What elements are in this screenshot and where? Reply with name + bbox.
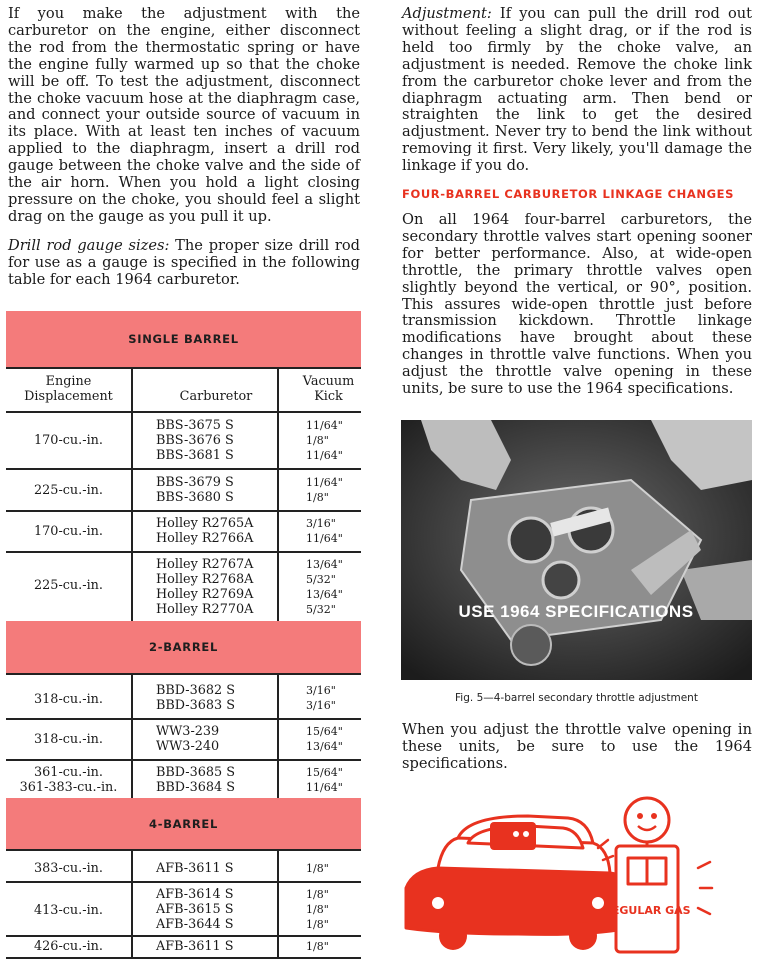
row-carb: BBS-3675 S (156, 418, 234, 433)
row-kick: 5/32" (306, 573, 336, 586)
row-carb: AFB-3611 S (156, 939, 234, 954)
row-carb: WW3-240 (156, 739, 220, 754)
row-kick: 3/16" (306, 684, 336, 697)
section-band-single-barrel: SINGLE BARREL (6, 311, 361, 367)
closing-paragraph: When you adjust the throttle valve opening in these units, be sure to use the 1964 specifications. (402, 721, 752, 772)
row-carb: Holley R2769A (156, 587, 254, 602)
row-disp: 426-cu.-in. (34, 939, 103, 954)
section-band-4-barrel: 4-BARREL (6, 798, 361, 849)
header-vacuum-kick: Vacuum Kick (302, 374, 355, 404)
divider (6, 759, 361, 761)
column-rule (131, 849, 133, 957)
cartoon-illustration (398, 778, 758, 958)
row-disp: 318-cu.-in. (34, 692, 103, 707)
row-disp: 170-cu.-in. (34, 433, 103, 448)
row-disp: 413-cu.-in. (34, 903, 103, 918)
row-kick: 3/16" (306, 699, 336, 712)
cartoon-car-gas-pump (398, 778, 758, 958)
header-carburetor: Carburetor (179, 389, 253, 404)
divider (6, 510, 361, 512)
adjustment-lead-in: Adjustment: (402, 5, 492, 22)
divider (6, 957, 361, 959)
column-rule (131, 367, 133, 621)
column-rule (131, 673, 133, 798)
carburetor-photo-illustration (401, 420, 752, 680)
row-kick: 1/8" (306, 862, 329, 875)
row-kick: 13/64" (306, 558, 343, 571)
column-rule (277, 673, 279, 798)
adjustment-text: If you can pull the drill rod out without feeling a slight drag, or if the rod is held too firmly by the choke valve, an adjustment is needed. Remove the choke link from the carburetor choke lever and from the diaphragm actuating arm. Then bend or straighten the link to get the desired adjustment. Never try to bend the link without removing it first. Very likely, you'll damage the linkage if you do. (402, 5, 752, 175)
row-kick: 11/64" (306, 419, 343, 432)
right-column (402, 6, 752, 398)
divider (6, 367, 361, 369)
divider (6, 673, 361, 675)
row-kick: 13/64" (306, 588, 343, 601)
row-carb: Holley R2765A (156, 516, 254, 531)
row-kick: 11/64" (306, 532, 343, 545)
row-kick: 11/64" (306, 449, 343, 462)
divider (6, 881, 361, 883)
row-carb: BBD-3683 S (156, 698, 236, 713)
row-carb: AFB-3614 S (156, 887, 234, 902)
column-rule (277, 849, 279, 957)
row-kick: 13/64" (306, 740, 343, 753)
row-kick: 1/8" (306, 434, 329, 447)
adjustment-paragraph (402, 6, 752, 175)
divider (6, 849, 361, 851)
header-engine: Engine Displacement (24, 374, 113, 404)
row-disp: 361-383-cu.-in. (19, 780, 118, 795)
row-kick: 3/16" (306, 517, 336, 530)
row-disp: 361-cu.-in. (34, 765, 103, 780)
row-carb: BBS-3676 S (156, 433, 234, 448)
row-carb: Holley R2766A (156, 531, 254, 546)
row-carb: Holley R2767A (156, 557, 254, 572)
row-kick: 1/8" (306, 903, 329, 916)
section-band-2-barrel: 2-BARREL (6, 621, 361, 673)
intro-paragraph: If you make the adjustment with the carburetor on the engine, either disconnect the rod from the thermostatic spring or have the engine fully warmed up so that the choke will be off. To test the adjustment, disconnect the choke vacuum hose at the diaphragm case, and connect your outside source of vacuum in its place. With at least ten inches of vacuum applied to the diaphragm, insert a drill rod gauge between the choke valve and the side of the air horn. When you hold a light closing pressure on the choke, you should feel a slight drag on the gauge as you pull it up. (8, 5, 360, 225)
row-kick: 11/64" (306, 476, 343, 489)
row-disp: 225-cu.-in. (34, 483, 103, 498)
row-kick: 11/64" (306, 781, 343, 794)
carburetor-photo (401, 420, 752, 680)
gauge-sizes-paragraph (8, 238, 360, 289)
row-carb: WW3-239 (156, 724, 220, 739)
row-carb: AFB-3644 S (156, 917, 234, 932)
row-disp: 170-cu.-in. (34, 524, 103, 539)
gauge-size-table (6, 311, 361, 959)
row-carb: BBD-3684 S (156, 780, 236, 795)
pump-sign-text: REGULAR GAS (603, 904, 691, 917)
row-carb: BBD-3685 S (156, 765, 236, 780)
row-carb: AFB-3611 S (156, 861, 234, 876)
row-disp: 225-cu.-in. (34, 578, 103, 593)
row-kick: 1/8" (306, 940, 329, 953)
row-kick: 15/64" (306, 766, 343, 779)
row-kick: 15/64" (306, 725, 343, 738)
photo-overlay-text: USE 1964 SPECIFICATIONS (458, 602, 694, 621)
row-kick: 5/32" (306, 603, 336, 616)
row-carb: BBS-3681 S (156, 448, 234, 463)
row-carb: BBS-3679 S (156, 475, 234, 490)
row-disp: 383-cu.-in. (34, 861, 103, 876)
figure-caption: Fig. 5—4-barrel secondary throttle adjustment (455, 692, 698, 704)
row-carb: BBD-3682 S (156, 683, 236, 698)
divider (6, 718, 361, 720)
divider (6, 935, 361, 937)
gauge-sizes-lead-in: Drill rod gauge sizes: (8, 236, 170, 254)
divider (6, 468, 361, 470)
linkage-paragraph: On all 1964 four-barrel carburetors, the secondary throttle valves start opening sooner for better performance. Also, at wide-open throttle, the primary throttle valves open slightly beyond the vertical, or 90°, position. This assures wide-open throttle just before transmission kickdown. Throttle linkage modifications have brought about these changes in throttle valve functions. When you adjust the throttle valve opening in these units, be sure to use the 1964 specifications. (402, 210, 752, 398)
row-carb: Holley R2768A (156, 572, 254, 587)
row-carb: AFB-3615 S (156, 902, 234, 917)
row-kick: 1/8" (306, 491, 329, 504)
divider (6, 551, 361, 553)
section-heading: FOUR-BARREL CARBURETOR LINKAGE CHANGES (402, 187, 734, 202)
row-kick: 1/8" (306, 888, 329, 901)
column-rule (277, 367, 279, 621)
row-carb: BBS-3680 S (156, 490, 234, 505)
row-disp: 318-cu.-in. (34, 732, 103, 747)
left-column (8, 6, 360, 289)
divider (6, 411, 361, 413)
row-carb: Holley R2770A (156, 602, 254, 617)
row-kick: 1/8" (306, 918, 329, 931)
gauge-sizes-text: The proper size drill rod for use as a gauge is specified in the following table for each 1964 carburetor. (8, 236, 360, 288)
